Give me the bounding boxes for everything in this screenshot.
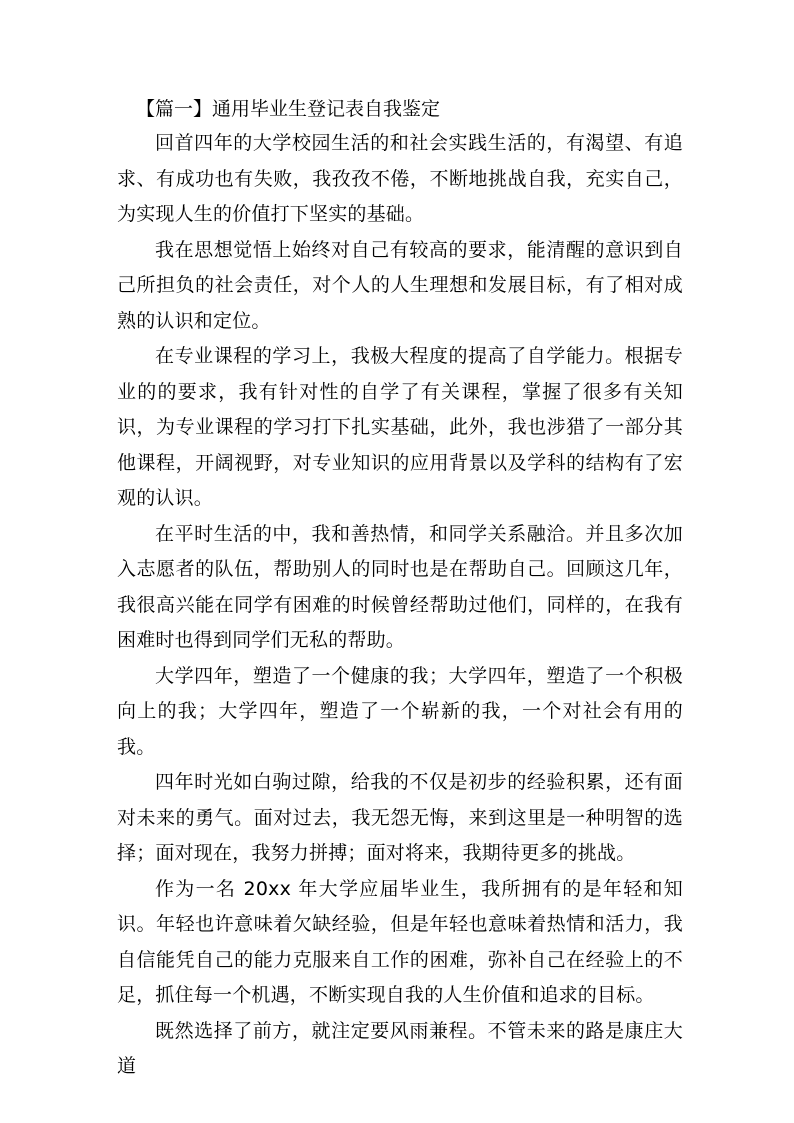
paragraph-8: 既然选择了前方，就注定要风雨兼程。不管未来的路是康庄大道	[117, 1019, 683, 1077]
paragraph-2: 我在思想觉悟上始终对自己有较高的要求，能清醒的意识到自己所担负的社会责任，对个人的人生理想和发展目标，有了相对成熟的认识和定位。	[117, 238, 683, 332]
document-page	[117, 92, 683, 1085]
paragraph-4: 在平时生活的中，我和善热情，和同学关系融洽。并且多次加入志愿者的队伍，帮助别人的同时也是在帮助自己。回顾这几年，我很高兴能在同学有困难的时候曾经帮助过他们，同样的，在我有困难时也得到同学们无私的帮助。	[117, 522, 683, 651]
paragraph-5: 大学四年，塑造了一个健康的我；大学四年，塑造了一个积极向上的我；大学四年，塑造了一个崭新的我，一个对社会有用的我。	[117, 664, 683, 758]
paragraph-6: 四年时光如白驹过隙，给我的不仅是初步的经验积累，还有面对未来的勇气。面对过去，我无怨无悔，来到这里是一种明智的选择；面对现在，我努力拼搏；面对将来，我期待更多的挑战。	[117, 771, 683, 864]
paragraph-7: 作为一名 20xx 年大学应届毕业生，我所拥有的是年轻和知识。年轻也许意味着欠缺经验，但是年轻也意味着热情和活力，我自信能凭自己的能力克服来自工作的困难，弥补自己在经验上的不足，抓住每一个机遇，不断实现自我的人生价值和追求的目标。	[117, 877, 683, 1006]
paragraph-3: 在专业课程的学习上，我极大程度的提高了自学能力。根据专业的的要求，我有针对性的自学了有关课程，掌握了很多有关知识，为专业课程的学习打下扎实基础，此外，我也涉猎了一部分其他课程，开阔视野，对专业知识的应用背景以及学科的结构有了宏观的认识。	[117, 345, 683, 509]
document-title: 【篇一】通用毕业生登记表自我鉴定	[136, 98, 441, 120]
paragraph-1: 回首四年的大学校园生活的和社会实践生活的，有渴望、有追求、有成功也有失败，我孜孜不倦，不断地挑战自我，充实自己，为实现人生的价值打下坚实的基础。	[117, 132, 683, 225]
